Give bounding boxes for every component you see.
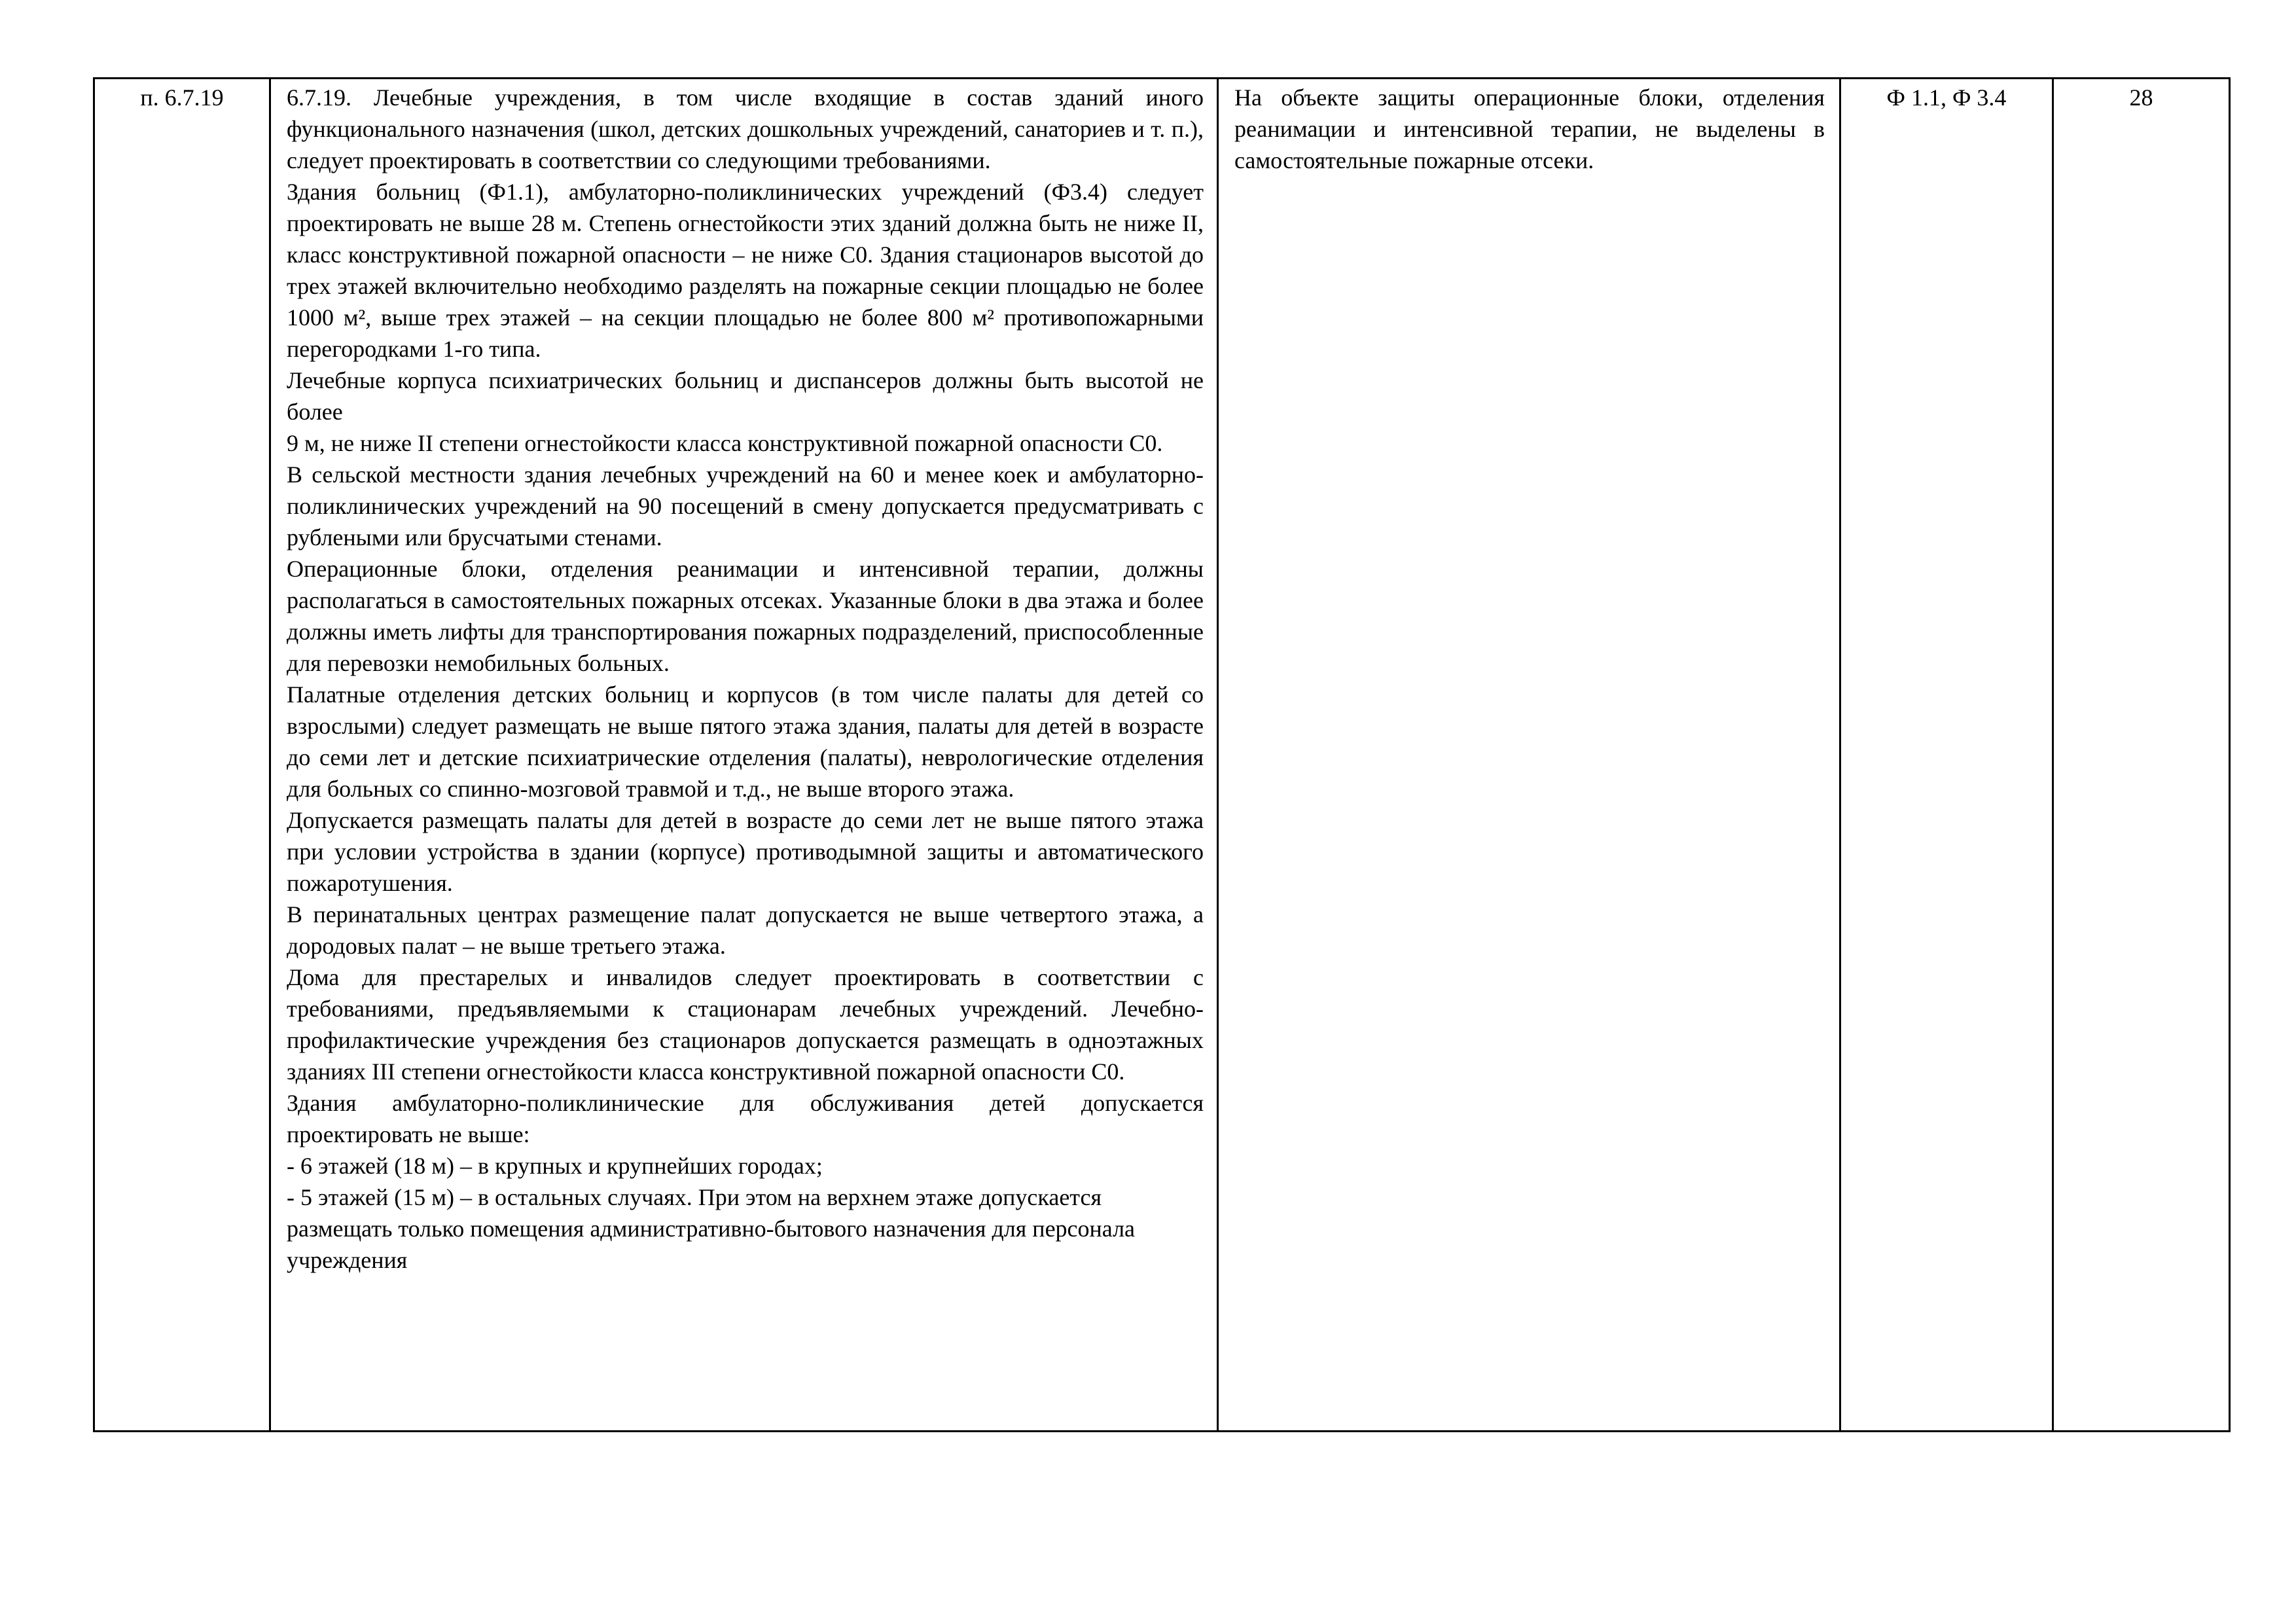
regulation-table <box>93 77 2231 1432</box>
row-number: 28 <box>2129 84 2153 111</box>
requirement-paragraph: Палатные отделения детских больниц и корпусов (в том числе палаты для детей со взрослыми) следует размещать не выше пятого этажа здания, палаты для детей в возрасте до семи лет и детские психиатрические отделения (палаты), неврологические отделения для больных со спинно-мозговой травмой и т.д., не выше второго этажа. <box>287 681 1204 802</box>
requirement-paragraph: Здания больниц (Ф1.1), амбулаторно-поликлинических учреждений (Ф3.4) следует проектировать не выше 28 м. Степень огнестойкости этих зданий должна быть не ниже II, класс конструктивной пожарной опасности – не ниже С0. Здания стационаров высотой до трех этажей включительно необходимо разделять на пожарные секции площадью не более 1000 м², выше трех этажей – на секции площадью не более 800 м² противопожарными перегородками 1-го типа. <box>287 179 1204 362</box>
clause-reference: п. 6.7.19 <box>140 84 224 111</box>
requirement-paragraph: В сельской местности здания лечебных учреждений на 60 и менее коек и амбулаторно-поликлинических учреждений на 90 посещений в смену допускается предусматривать с рублеными или брусчатыми стенами. <box>287 461 1204 550</box>
requirement-paragraph: В перинатальных центрах размещение палат допускается не выше четвертого этажа, а дородовых палат – не выше третьего этажа. <box>287 901 1204 959</box>
violation-text: На объекте защиты операционные блоки, отделения реанимации и интенсивной терапии, не выделены в самостоятельные пожарные отсеки. <box>1234 84 1825 173</box>
requirement-paragraph: - 6 этажей (18 м) – в крупных и крупнейших городах; <box>287 1153 823 1179</box>
reference-cell <box>94 79 270 1432</box>
classification-cell <box>1840 79 2053 1432</box>
requirement-paragraph: 6.7.19. Лечебные учреждения, в том числе входящие в состав зданий иного функционального назначения (школ, детских дошкольных учреждений, санаториев и т. п.), следует проектировать в соответствии со следующими требованиями. <box>287 84 1204 173</box>
requirement-paragraph: Операционные блоки, отделения реанимации и интенсивной терапии, должны располагаться в самостоятельных пожарных отсеках. Указанные блоки в два этажа и более должны иметь лифты для транспортирования пожарных подразделений, приспособленные для перевозки немобильных больных. <box>287 556 1204 676</box>
requirement-paragraph: Допускается размещать палаты для детей в возрасте до семи лет не выше пятого этажа при условии устройства в здании (корпусе) противодымной защиты и автоматического пожаротушения. <box>287 807 1204 896</box>
requirement-paragraph: Дома для престарелых и инвалидов следует проектировать в соответствии с требованиями, предъявляемыми к стационарам лечебных учреждений. Лечебно-профилактические учреждения без стационаров допускается размещать в одноэтажных зданиях III степени огнестойкости класса конструктивной пожарной опасности С0. <box>287 964 1204 1085</box>
requirement-paragraph: 9 м, не ниже II степени огнестойкости класса конструктивной пожарной опасности С0. <box>287 430 1163 456</box>
requirement-paragraph: Здания амбулаторно-поликлинические для обслуживания детей допускается проектировать не выше: <box>287 1090 1204 1147</box>
requirement-paragraph: Лечебные корпуса психиатрических больниц и диспансеров должны быть высотой не более <box>287 367 1204 425</box>
requirement-cell <box>270 79 1218 1432</box>
number-cell <box>2053 79 2230 1432</box>
table-row <box>94 79 2230 1432</box>
requirement-paragraph: - 5 этажей (15 м) – в остальных случаях. При этом на верхнем этаже допускается размещать только помещения административно-бытового назначения для персонала учреждения <box>287 1184 1136 1273</box>
violation-cell <box>1218 79 1840 1432</box>
functional-classification: Ф 1.1, Ф 3.4 <box>1886 84 2007 111</box>
